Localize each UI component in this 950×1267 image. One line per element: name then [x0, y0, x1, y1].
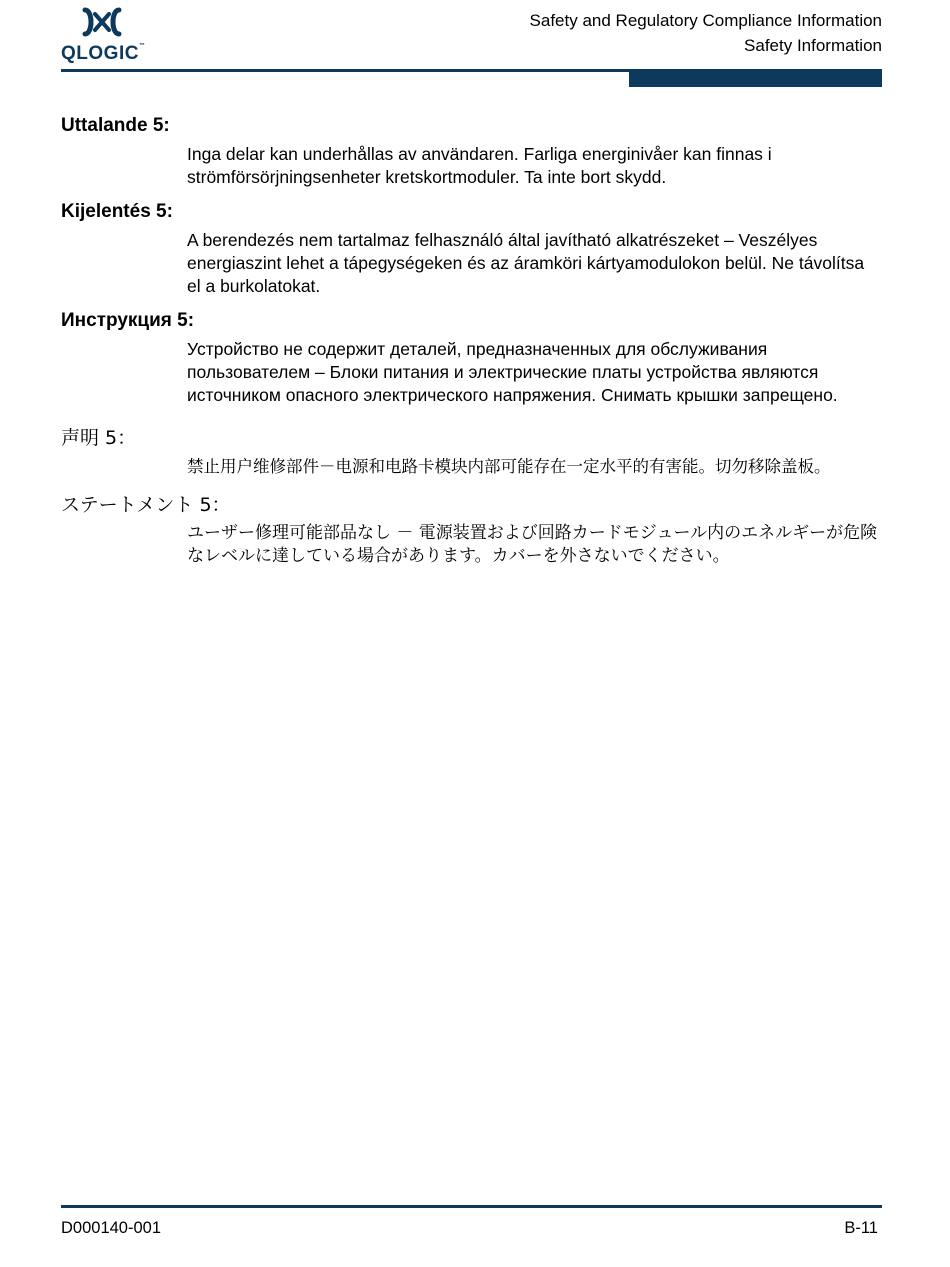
running-header [530, 9, 882, 58]
document-id: D000140-001 [61, 1219, 161, 1237]
header-subtitle: Safety Information [744, 35, 882, 55]
statements-list [61, 113, 882, 578]
statement-body: A berendezés nem tartalmaz felhasználó által javítható alkatrészeket – Veszélyes energiaszint lehet a tápegységeken és az áramköri kártyamodulokon belül. Ne távolítsa el a burkolatokat. [187, 230, 865, 296]
page-number: B-11 [844, 1219, 878, 1237]
statement-hungarian [61, 199, 882, 298]
statement-swedish [61, 113, 882, 189]
statement-body: Inga delar kan underhållas av användaren. Farliga energinivåer kan finnas i strömförsörjningsenheter kretskortmoduler. Ta inte bort skydd. [187, 144, 772, 187]
statement-title: Kijelentés 5: [61, 201, 173, 222]
statement-title: Инструкция 5: [61, 310, 195, 331]
header-title: Safety and Regulatory Compliance Information [529, 11, 882, 30]
qlogic-logo [61, 7, 151, 64]
statement-title: 声明 5： [61, 427, 137, 449]
logo-wordmark: QLOGIC™ [61, 43, 146, 64]
qlogic-mark-icon [81, 7, 123, 37]
statement-body: 禁止用户维修部件－电源和电路卡模块内部可能存在一定水平的有害能。切勿移除盖板。 [187, 457, 831, 476]
statement-body: ユーザー修理可能部品なし － 電源装置および回路カードモジュール内のエネルギーが危険なレベルに達している場合があります。カバーを外さないでください。 [187, 523, 878, 566]
statement-russian [61, 308, 882, 407]
statement-chinese [61, 425, 882, 478]
statement-japanese [61, 492, 882, 568]
statement-title: Uttalande 5: [61, 115, 170, 136]
statement-title: ステートメント 5： [61, 494, 231, 516]
footer-rule [61, 1205, 882, 1208]
statement-body: Устройство не содержит деталей, предназначенных для обслуживания пользователем – Блоки питания и электрические платы устройства являются источником опасного электрического напряжения. Снимать крышки запрещено. [187, 339, 838, 405]
header-rule-block [629, 69, 882, 87]
